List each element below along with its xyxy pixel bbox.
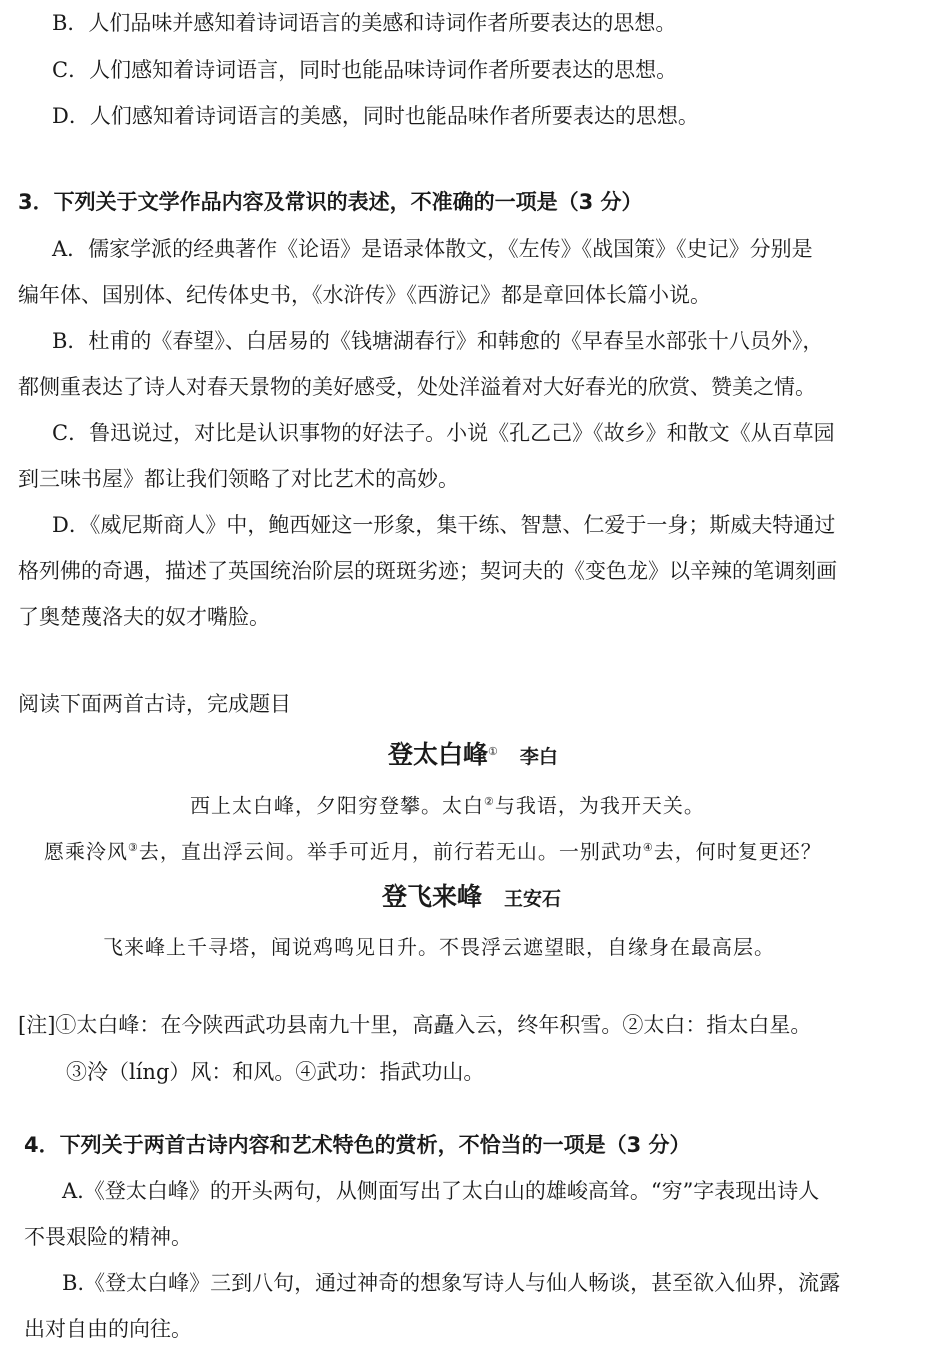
poem1-line2-note-mark-1: ③ <box>128 841 139 854</box>
q3-option-d-line2: 格列佛的奇遇，描述了英国统治阶层的斑斑劣迹；契诃夫的《变色龙》以辛辣的笔调刻画 <box>18 559 837 583</box>
notes-line1: [注]①太白峰：在今陕西武功县南九十里，高矗入云，终年积雪。②太白：指太白星。 <box>18 1013 812 1037</box>
q4-option-b-line2: 出对自由的向往。 <box>24 1317 192 1341</box>
q3-option-a-line2: 编年体、国别体、纪传体史书，《水浒传》《西游记》都是章回体长篇小说。 <box>18 283 711 307</box>
q3-option-c-line1: C．鲁迅说过，对比是认识事物的好法子。小说《孔乙己》《故乡》和散文《从百草园 <box>52 421 835 445</box>
q3-option-a-line1: A．儒家学派的经典著作《论语》是语录体散文，《左传》《战国策》《史记》分别是 <box>52 237 813 261</box>
q2-option-d: D．人们感知着诗词语言的美感，同时也能品味作者所要表达的思想。 <box>52 104 699 128</box>
poem2-heading <box>382 882 561 914</box>
q3-option-d-line3: 了奥楚蔑洛夫的奴才嘴脸。 <box>18 605 270 629</box>
poem1-title-note-mark: ① <box>488 745 498 758</box>
poem1-line1-part-b: 与我语，为我开天关。 <box>494 793 705 818</box>
poem1-line2-part-c: 去，何时复更还？ <box>653 839 822 864</box>
poem1-line2-note-mark-2: ④ <box>642 841 654 854</box>
poem1-title: 登太白峰 <box>388 740 489 769</box>
poem1-line1-note-mark: ② <box>484 795 495 808</box>
q4-option-b-line1: B.《登太白峰》三到八句，通过神奇的想象写诗人与仙人畅谈，甚至欲入仙界，流露 <box>62 1271 841 1295</box>
poem2-title: 登飞来峰 <box>382 882 483 911</box>
q3-option-d-line1: D．《威尼斯商人》中，鲍西娅这一形象，集干练、智慧、仁爱于一身；斯威夫特通过 <box>52 513 836 537</box>
notes-line2: ③泠（líng）风：和风。④武功：指武功山。 <box>66 1060 485 1084</box>
poem1-author: 李白 <box>519 746 558 768</box>
poem1-line2 <box>44 833 822 867</box>
q3-stem: 3．下列关于文学作品内容及常识的表述，不准确的一项是（3 分） <box>18 190 643 214</box>
reading-intro: 阅读下面两首古诗，完成题目 <box>18 692 291 716</box>
poem2-author: 王安石 <box>504 888 562 910</box>
q4-stem: 4．下列关于两首古诗内容和艺术特色的赏析，不恰当的一项是（3 分） <box>24 1133 691 1157</box>
poem1-heading <box>388 737 558 772</box>
q4-option-a-line1: A.《登太白峰》的开头两句，从侧面写出了太白山的雄峻高耸。“穷”字表现出诗人 <box>62 1179 820 1203</box>
q2-option-c: C．人们感知着诗词语言，同时也能品味诗词作者所要表达的思想。 <box>52 58 678 82</box>
poem1-line1 <box>190 787 705 821</box>
poem2-line1: 飞来峰上千寻塔，闻说鸡鸣见日升。不畏浮云遮望眼，自缘身在最高层。 <box>103 935 775 959</box>
poem1-line2-part-b: 去，直出浮云间。举手可近月，前行若无山。一别武功 <box>138 839 643 864</box>
q3-option-b-line2: 都侧重表达了诗人对春天景物的美好感受，处处洋溢着对大好春光的欣赏、赞美之情。 <box>18 375 816 399</box>
q3-option-b-line1: B．杜甫的《春望》、白居易的《钱塘湖春行》和韩愈的《早春呈水部张十八员外》， <box>52 329 824 353</box>
q2-option-b: B．人们品味并感知着诗词语言的美感和诗词作者所要表达的思想。 <box>52 11 677 35</box>
poem1-line1-part-a: 西上太白峰，夕阳穷登攀。太白 <box>190 793 484 818</box>
poem1-line2-part-a: 愿乘泠风 <box>44 839 128 864</box>
q3-option-c-line2: 到三味书屋》都让我们领略了对比艺术的高妙。 <box>18 467 459 491</box>
q4-option-a-line2: 不畏艰险的精神。 <box>24 1225 192 1249</box>
